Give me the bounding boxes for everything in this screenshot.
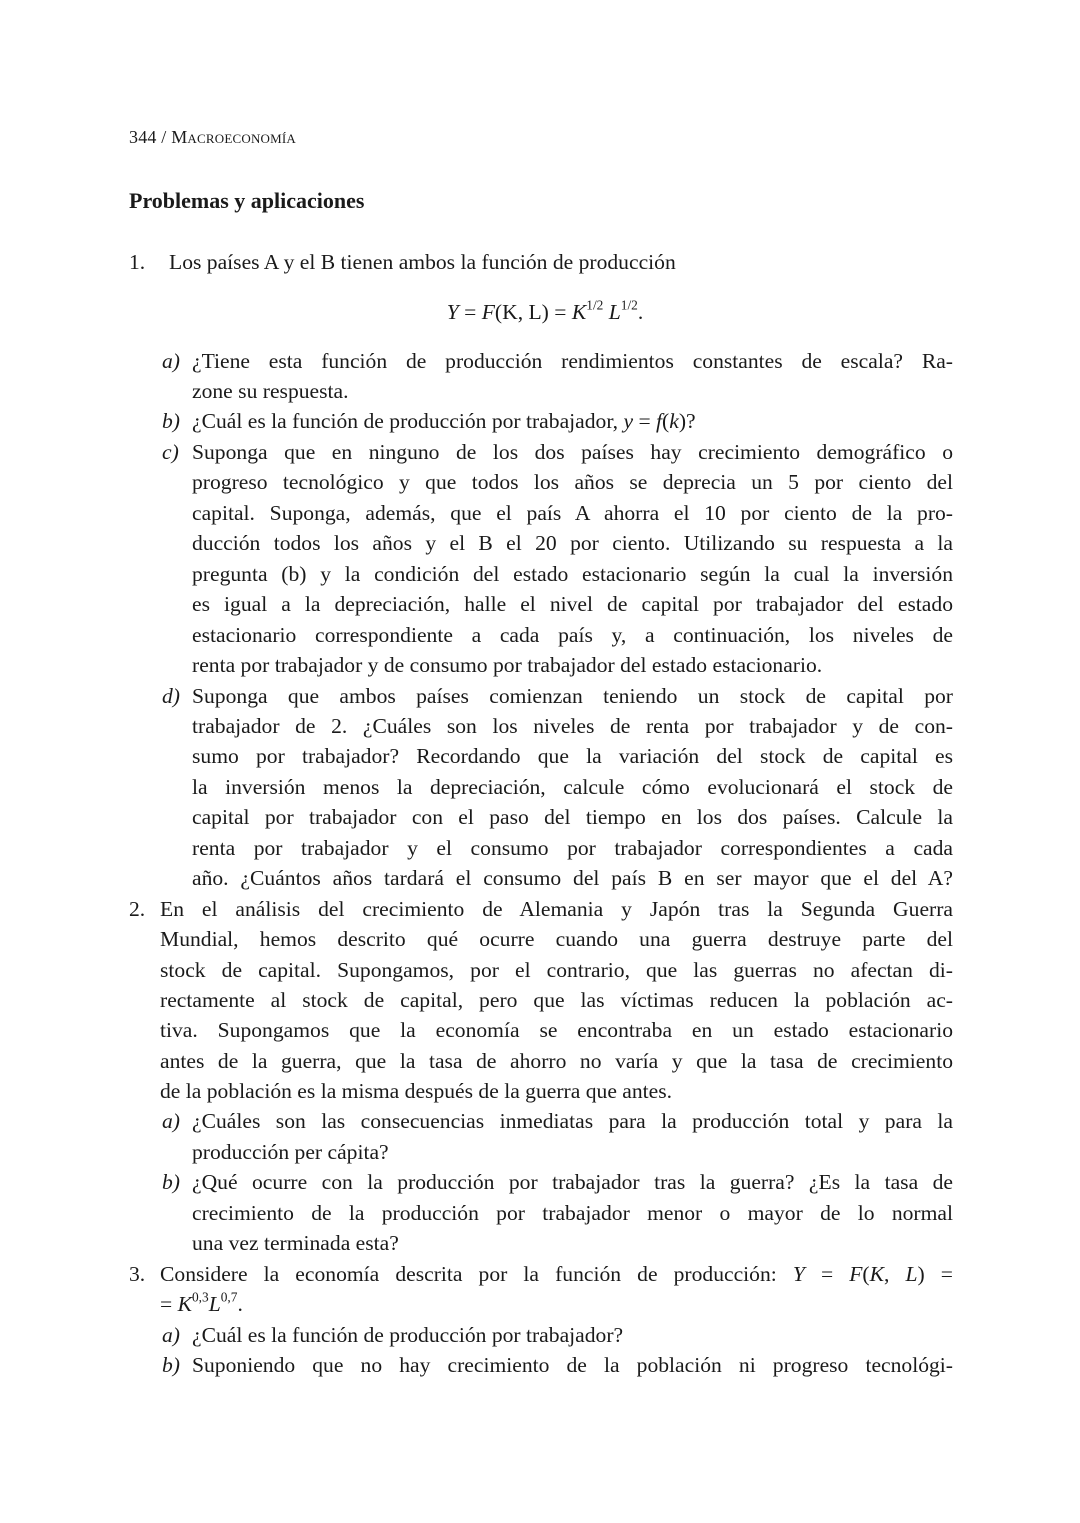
math-var: L <box>905 1262 918 1286</box>
text-line: zone su respuesta. <box>192 379 349 403</box>
book-title: Macroeconomía <box>171 127 296 147</box>
subquestion-label: b) <box>162 1353 180 1377</box>
text-line: ¿Qué ocurre con la producción por trabajador tras la guerra? ¿Es la tasa de <box>192 1170 953 1194</box>
text-line: tiva. Supongamos que la economía se encontraba en un estado estacionario <box>160 1018 953 1042</box>
math-var: k <box>669 409 679 433</box>
subquestion-label: c) <box>162 440 179 464</box>
math-var: K <box>869 1262 885 1286</box>
math-exponent: 0,3 <box>191 1289 209 1305</box>
math-var: y <box>623 409 634 433</box>
text-line: la inversión menos la depreciación, calcule cómo evolucionará el stock de <box>192 775 953 799</box>
math-var: K <box>177 1292 192 1316</box>
text-line: antes de la guerra, que la tasa de ahorro no varía y que la tasa de crecimiento <box>160 1049 953 1073</box>
subquestion-label: a) <box>162 1109 180 1133</box>
text-line: Suponiendo que no hay crecimiento de la población ni progreso tecnológi- <box>192 1353 953 1377</box>
subquestion-label: a) <box>162 1323 180 1347</box>
formula-l: L <box>603 300 621 324</box>
text-line: ¿Cuáles son las consecuencias inmediatas para la producción total y para la <box>192 1109 953 1133</box>
text-line: crecimiento de la producción por trabajador menor o mayor de lo normal <box>192 1201 953 1225</box>
production-function-formula <box>0 297 1080 327</box>
subquestion-label: d) <box>162 684 180 708</box>
text-line: año. ¿Cuántos años tardará el consumo del país B en ser mayor que el del A? <box>192 866 953 890</box>
text-line: estacionario correspondiente a cada país y, a continuación, los niveles de <box>192 623 953 647</box>
page-number: 344 / <box>129 127 167 147</box>
text-line: pregunta (b) y la condición del estado estacionario según la cual la inversión <box>192 562 953 586</box>
problem-number: 1. <box>129 250 146 274</box>
text-line: producción per cápita? <box>192 1140 389 1164</box>
text-line: En el análisis del crecimiento de Alemania y Japón tras la Segunda Guerra <box>160 897 953 921</box>
text-line: Mundial, hemos descrito qué ocurre cuando una guerra destruye parte del <box>160 927 953 951</box>
text-line: = $K^{0,3}L^{0,7}$. <box>160 1289 243 1316</box>
text-line: progreso tecnológico y que todos los años se deprecia un 5 por ciento del <box>192 470 953 494</box>
text-line: capital por trabajador con el paso del tiempo en los dos países. Calcule la <box>192 805 953 829</box>
text-line: ¿Cuál es la función de producción por trabajador, y = f(k)? <box>192 409 696 433</box>
text-line: renta por trabajador y el consumo por trabajador correspondientes a cada <box>192 836 953 860</box>
problem-number: 2. <box>129 897 146 921</box>
text-line: Los países A y el B tienen ambos la función de producción <box>169 250 676 274</box>
text-line: stock de capital. Supongamos, por el contrario, que las guerras no afectan di- <box>160 958 953 982</box>
text-line: es igual a la depreciación, halle el nivel de capital por trabajador del estado <box>192 592 953 616</box>
formula-end: . <box>637 300 644 324</box>
text-line: una vez terminada esta? <box>192 1231 399 1255</box>
running-header <box>129 127 296 148</box>
formula-y: Y <box>446 300 459 324</box>
text-line: Considere la economía descrita por la función de producción: Y = F(K, L) = <box>160 1262 953 1286</box>
text-line: de la población es la misma después de la guerra que antes. <box>160 1079 673 1103</box>
text-line: ducción todos los años y el B el 20 por ciento. Utilizando su respuesta a la <box>192 531 953 555</box>
math-exponent: 0,7 <box>220 1289 238 1305</box>
text-line: capital. Suponga, además, que el país A ahorra el 10 por ciento de la pro- <box>192 501 953 525</box>
math-var: f <box>656 409 663 433</box>
subquestion-label: b) <box>162 1170 180 1194</box>
text-line: renta por trabajador y de consumo por trabajador del estado estacionario. <box>192 653 823 677</box>
formula-eq: = <box>458 300 482 324</box>
text-line: ¿Cuál es la función de producción por trabajador? <box>192 1323 624 1347</box>
formula-k-exponent: 1/2 <box>586 297 604 313</box>
text-line: Suponga que ambos países comienzan teniendo un stock de capital por <box>192 684 953 708</box>
math-var: F <box>849 1262 863 1286</box>
subquestion-label: b) <box>162 409 180 433</box>
text-line: rectamente al stock de capital, pero que las víctimas reducen la población ac- <box>160 988 953 1012</box>
text-line: sumo por trabajador? Recordando que la variación del stock de capital es <box>192 744 953 768</box>
text-line: trabajador de 2. ¿Cuáles son los niveles de renta por trabajador y de con- <box>192 714 953 738</box>
formula-k: K <box>571 300 587 324</box>
text-line: ¿Tiene esta función de producción rendimientos constantes de escala? Ra- <box>192 349 953 373</box>
formula-eq: = <box>548 300 572 324</box>
math-var: Y <box>792 1262 805 1286</box>
section-title: Problemas y aplicaciones <box>129 188 365 213</box>
text-line: Suponga que en ninguno de los dos países hay crecimiento demográfico o <box>192 440 953 464</box>
formula-f: F <box>481 300 495 324</box>
subquestion-label: a) <box>162 349 180 373</box>
formula-args: (K, L) <box>494 300 549 324</box>
math-var: L <box>208 1292 221 1316</box>
problem-number: 3. <box>129 1262 146 1286</box>
formula-l-exponent: 1/2 <box>620 297 638 313</box>
